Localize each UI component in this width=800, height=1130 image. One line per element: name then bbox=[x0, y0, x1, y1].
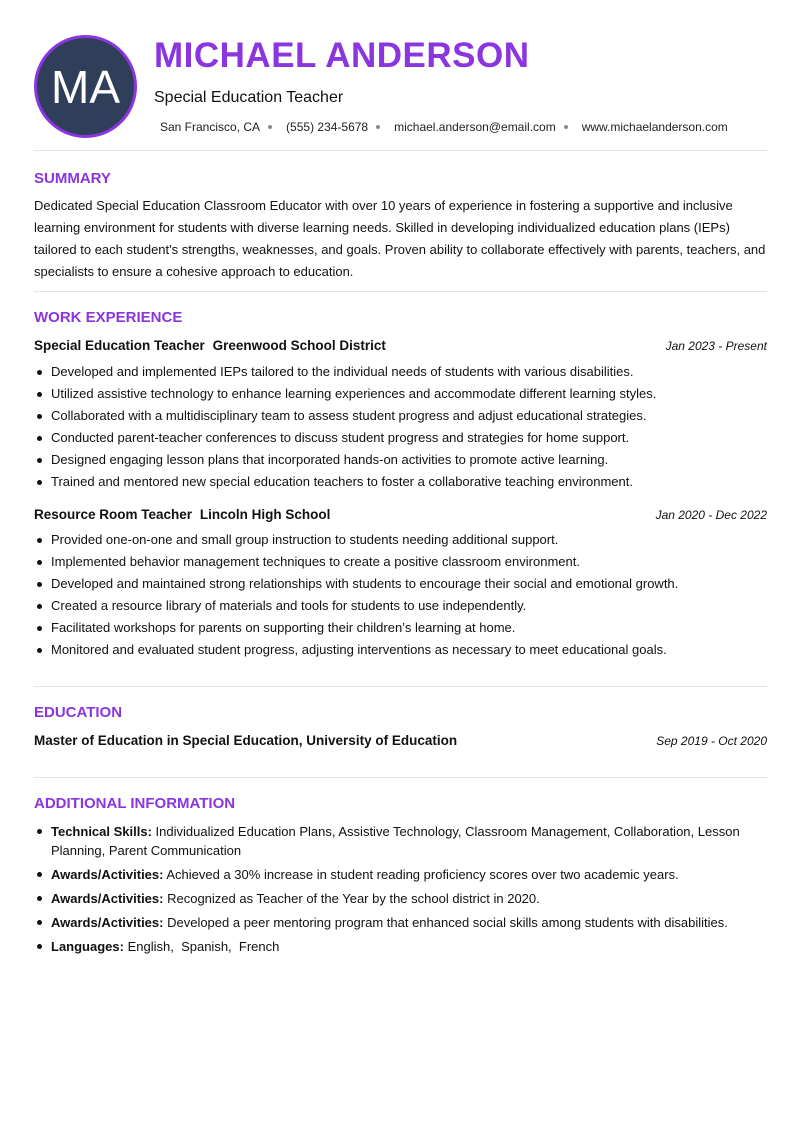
contact-line bbox=[160, 120, 728, 134]
job-role-line bbox=[34, 338, 386, 353]
info-text: Achieved a 30% increase in student reading proficiency scores over two academic years. bbox=[166, 867, 679, 882]
info-text: Individualized Education Plans, Assistive Technology, Classroom Management, Collaboration, Lesson Planning, Parent Communication bbox=[51, 824, 740, 858]
divider bbox=[34, 686, 767, 687]
info-text: Developed a peer mentoring program that enhanced social skills among students with disabilities. bbox=[167, 915, 728, 930]
job-header bbox=[34, 338, 767, 353]
list-item: Facilitated workshops for parents on supporting their children’s learning at home. bbox=[34, 617, 767, 639]
divider bbox=[34, 150, 767, 151]
job-dates: Jan 2023 - Present bbox=[665, 339, 767, 353]
list-item: Trained and mentored new special education teachers to foster a collaborative teaching environment. bbox=[34, 471, 767, 493]
separator-dot bbox=[376, 125, 380, 129]
job-bullet-list bbox=[34, 529, 767, 661]
info-label: Awards/Activities: bbox=[51, 867, 164, 882]
list-item bbox=[34, 865, 767, 884]
divider bbox=[34, 291, 767, 292]
work-experience-heading: WORK EXPERIENCE bbox=[34, 309, 183, 326]
list-item: Utilized assistive technology to enhance learning experiences and accommodate different learning styles. bbox=[34, 383, 767, 405]
list-item: Conducted parent-teacher conferences to discuss student progress and strategies for home support. bbox=[34, 427, 767, 449]
candidate-title: Special Education Teacher bbox=[154, 89, 344, 106]
separator-dot bbox=[268, 125, 272, 129]
job-role-line bbox=[34, 507, 330, 522]
list-item: Monitored and evaluated student progress, adjusting interventions as necessary to meet educational goals. bbox=[34, 639, 767, 661]
summary-text: Dedicated Special Education Classroom Educator with over 10 years of experience in fostering a supportive and inclusive learning environment for students with diverse learning needs. Skilled in developing individualized education plans (IEPs) tailored to each student's strengths, weaknesses, and goals. Proven ability to collaborate effectively with parents, teachers, and specialists to ensure a cohesive approach to education. bbox=[34, 198, 766, 279]
job-company: Greenwood School District bbox=[212, 338, 386, 353]
separator-dot bbox=[564, 125, 568, 129]
list-item: Implemented behavior management techniques to create a positive classroom environment. bbox=[34, 551, 767, 573]
avatar-initials: MA bbox=[51, 60, 120, 113]
summary-heading: SUMMARY bbox=[34, 170, 111, 187]
list-item: Developed and maintained strong relationships with students to encourage their social and emotional growth. bbox=[34, 573, 767, 595]
list-item: Designed engaging lesson plans that incorporated hands-on activities to promote active learning. bbox=[34, 449, 767, 471]
list-item bbox=[34, 937, 767, 956]
list-item bbox=[34, 913, 767, 932]
additional-info-heading: ADDITIONAL INFORMATION bbox=[34, 795, 236, 812]
additional-info-list bbox=[34, 822, 767, 961]
job-company: Lincoln High School bbox=[199, 507, 331, 522]
list-item: Collaborated with a multidisciplinary team to assess student progress and adjust educational strategies. bbox=[34, 405, 767, 427]
job-role: Special Education Teacher bbox=[34, 338, 205, 353]
info-label: Technical Skills: bbox=[51, 824, 152, 839]
job-dates: Jan 2020 - Dec 2022 bbox=[655, 508, 767, 522]
contact-website: www.michaelanderson.com bbox=[581, 120, 728, 134]
list-item: Created a resource library of materials and tools for students to use independently. bbox=[34, 595, 767, 617]
education-entry bbox=[34, 733, 767, 748]
candidate-name: MICHAEL ANDERSON bbox=[154, 36, 530, 75]
info-text: Recognized as Teacher of the Year by the school district in 2020. bbox=[167, 891, 540, 906]
info-label: Awards/Activities: bbox=[51, 915, 164, 930]
education-heading: EDUCATION bbox=[34, 704, 123, 721]
contact-location: San Francisco, CA bbox=[160, 120, 261, 134]
education-degree: Master of Education in Special Education, University of Education bbox=[34, 733, 458, 748]
contact-phone: (555) 234-5678 bbox=[286, 120, 369, 134]
job-bullet-list bbox=[34, 361, 767, 493]
info-text: English, Spanish, French bbox=[127, 939, 280, 954]
info-label: Languages: bbox=[51, 939, 124, 954]
job-header bbox=[34, 507, 767, 522]
list-item bbox=[34, 889, 767, 908]
job-role: Resource Room Teacher bbox=[34, 507, 193, 522]
divider bbox=[34, 777, 767, 778]
education-dates: Sep 2019 - Oct 2020 bbox=[656, 734, 767, 748]
contact-email: michael.anderson@email.com bbox=[394, 120, 556, 134]
list-item: Provided one-on-one and small group instruction to students needing additional support. bbox=[34, 529, 767, 551]
info-label: Awards/Activities: bbox=[51, 891, 164, 906]
list-item bbox=[34, 822, 767, 860]
avatar bbox=[34, 35, 137, 138]
list-item: Developed and implemented IEPs tailored to the individual needs of students with various disabilities. bbox=[34, 361, 767, 383]
